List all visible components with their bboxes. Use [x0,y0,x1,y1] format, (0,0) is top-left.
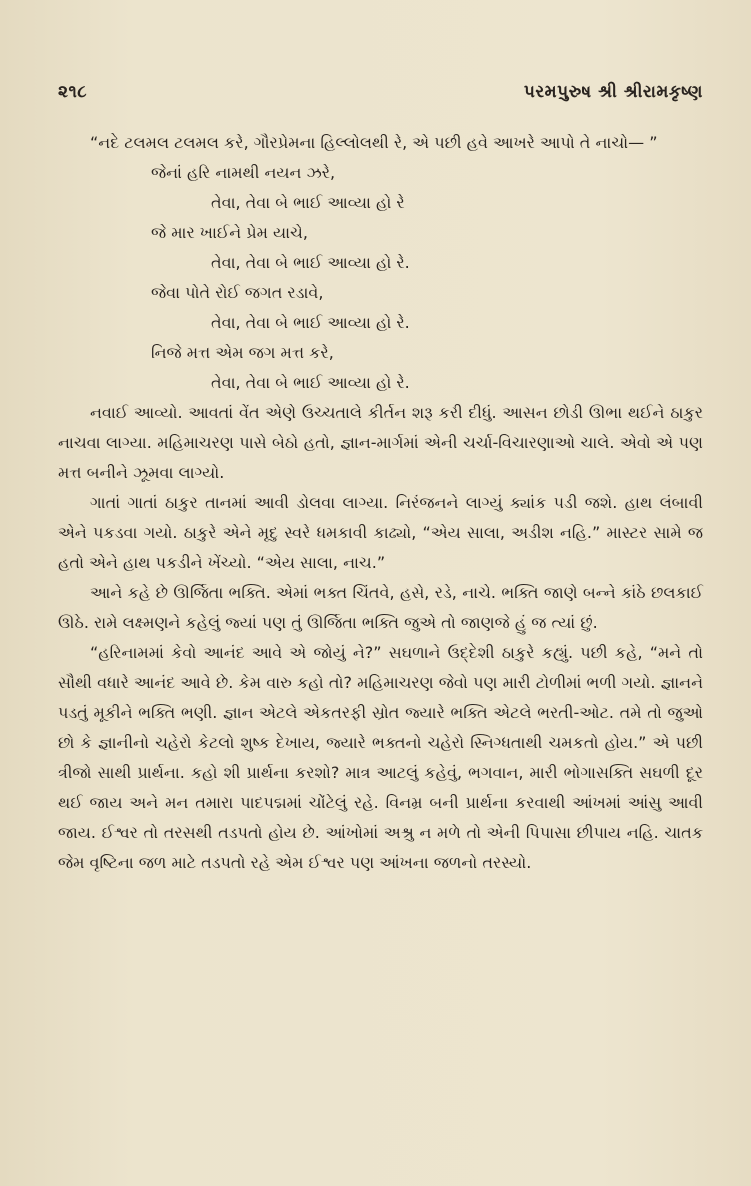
verse-line: તેવા, તેવા બે ભાઈ આવ્યા હો રે. [211,253,410,272]
running-title: પરમપુરુષ શ્રી શ્રીરામકૃષ્ણ [523,82,703,102]
page-number: ૨૧૮ [58,82,88,102]
verse-line: તેવા, તેવા બે ભાઈ આવ્યા હો રે. [211,313,410,332]
song-verse [58,158,703,398]
paragraph: ગાતાં ગાતાં ઠાકુર તાનમાં આવી ડોલવા લાગ્યા. નિરંજનને લાગ્યું ક્યાંક પડી જશે. હાથ લંબાવી એને પકડવા ગયો. ઠાકુરે એને મૃદુ સ્વરે ધમકાવી કાઢ્યો, “એય સાલા, અડીશ નહિ.” માસ્ટર સામે જ હતો એને હાથ પકડીને ખેંચ્યો. “એય સાલા, નાચ.” [58,493,703,572]
paragraph: “હરિનામમાં કેવો આનંદ આવે એ જોયું ને?” સઘળાને ઉદ્દેશી ઠાકુરે કહ્યું. પછી કહે, “મને તો સૌથી વધારે આનંદ આવે છે. કેમ વારુ કહો તો? મહિમાચરણ જેવો પણ મારી ટોળીમાં ભળી ગયો. જ્ઞાનને પડતું મૂકીને ભક્તિ ભણી. જ્ઞાન એટલે એકતરફી સ્રોત જ્યારે ભક્તિ એટલે ભરતી-ઓટ. તમે તો જુઓ છો કે જ્ઞાનીનો ચહેરો કેટલો શુષ્ક દેખાય, જ્યારે ભક્તનો ચહેરો સ્નિગ્ધતાથી ચમકતો હોય.” એ પછી ત્રીજો સાથી પ્રાર્થના. કહો શી પ્રાર્થના કરશો? માત્ર આટલું કહેવું, ભગવાન, મારી ભોગાસક્તિ સઘળી દૂર થઈ જાય અને મન તમારા પાદપદ્મમાં ચોંટેલું રહે. વિનમ્ર બની પ્રાર્થના કરવાથી આંખમાં આંસુ આવી જાય. ઈશ્વર તો તરસથી તડપતો હોય છે. આંખોમાં અશ્રુ ન મળે તો એની પિપાસા છીપાય નહિ. ચાતક જેમ વૃષ્ટિના જળ માટે તડપતો રહે એમ ઈશ્વર પણ આંખના જળનો તરસ્યો. [58,643,703,872]
verse-line: જેનાં હરિ નામથી નયન ઝરે, [151,163,336,182]
verse-line: તેવા, તેવા બે ભાઈ આવ્યા હો રે [211,193,405,212]
paragraph: આને કહે છે ઊર્જિતા ભક્તિ. એમાં ભક્ત ચિંતવે, હસે, રડે, નાચે. ભક્તિ જાણે બન્ને કાંઠે છલકાઈ ઊઠે. રામે લક્ષ્મણને કહેલું જ્યાં પણ તું ઊર્જિતા ભક્તિ જુએ તો જાણજે હું જ ત્યાં છું. [58,583,703,632]
verse-line: તેવા, તેવા બે ભાઈ આવ્યા હો રે. [211,373,410,392]
verse-line: નિજે મત્ત એમ જગ મત્ત કરે, [151,343,334,362]
page-header [58,82,703,102]
intro-quote: “નદે ટલમલ ટલમલ કરે, ગૌરપ્રેમના હિલ્લોલથી રે, એ પછી હવે આખરે આપો તે નાચો— ” [90,133,658,152]
page-body [58,128,703,878]
verse-line: જેવા પોતે રોઈ જગત રડાવે, [151,283,324,302]
verse-line: જે માર ખાઈને પ્રેમ યાચે, [151,223,308,242]
paragraph: નવાઈ આવ્યો. આવતાં વેંત એણે ઉચ્ચતાલે કીર્તન શરૂ કરી દીધું. આસન છોડી ઊભા થઈને ઠાકુર નાચવા લાગ્યા. મહિમાચરણ પાસે બેઠો હતો, જ્ઞાન-માર્ગમાં એની ચર્ચા-વિચારણાઓ ચાલે. એવો એ પણ મત્ત બનીને ઝૂમવા લાગ્યો. [58,403,703,482]
